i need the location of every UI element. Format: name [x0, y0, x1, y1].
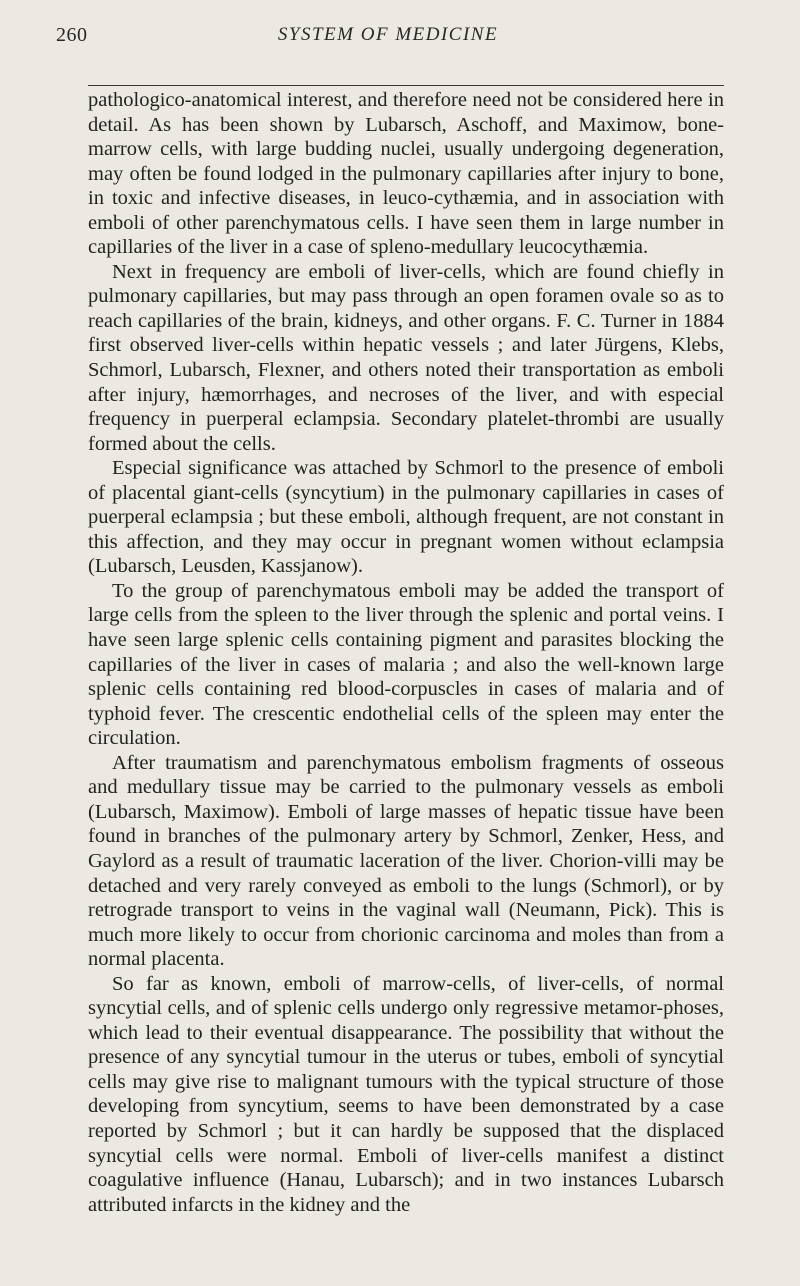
- paragraph-liver-cell-emboli: Next in frequency are emboli of liver-cells, which are found chiefly in pulmonary capillaries, but may pass through an open foramen ovale so as to reach capillaries of the brain, kidneys, and other organs. F. C. Turner in 1884 first observed liver-cells within hepatic vessels ; and later Jürgens, Klebs, Schmorl, Lubarsch, Flexner, and others noted their transportation as emboli after injury, hæmorrhages, and necroses of the liver, and with especial frequency in puerperal eclampsia. Secondary platelet-thrombi are usually formed about the cells.: [88, 260, 724, 455]
- header-rule: [88, 85, 724, 86]
- running-head: [56, 18, 720, 52]
- body-text: [88, 88, 724, 1217]
- paragraph-placental-giant-cells: Especial significance was attached by Schmorl to the presence of emboli of placental giant-cells (syncytium) in the pulmonary capillaries in cases of puerperal eclampsia ; but these emboli, although frequent, are not constant in this affection, and they may occur in pregnant women without eclampsia (Lubarsch, Leusden, Kassjanow).: [88, 457, 724, 578]
- paragraph-splenic-cells: To the group of parenchymatous emboli may be added the transport of large cells from the spleen to the liver through the splenic and portal veins. I have seen large splenic cells containing pigment and parasites blocking the capillaries of the liver in cases of malaria ; and also the well-known large splenic cells containing red blood-corpuscles in cases of malaria and of typhoid fever. The crescentic endothelial cells of the spleen may enter the circulation.: [88, 579, 724, 750]
- paragraph-bone-marrow-emboli: pathologico-anatomical interest, and therefore need not be considered here in detail. As has been shown by Lubarsch, Aschoff, and Maximow, bone-marrow cells, with large budding nuclei, usually undergoing degeneration, may often be found lodged in the pulmonary capillaries after injury to bone, in toxic and infective diseases, in leuco-cythæmia, and in association with emboli of other parenchymatous cells. I have seen them in large number in capillaries of the liver in a case of spleno-medullary leucocythæmia.: [88, 89, 724, 259]
- paragraph-traumatism: After traumatism and parenchymatous embolism fragments of osseous and medullary tissue may be carried to the pulmonary vessels as emboli (Lubarsch, Maximow). Emboli of large masses of hepatic tissue have been found in branches of the pulmonary artery by Schmorl, Zenker, Hess, and Gaylord as a result of traumatic laceration of the liver. Chorion-villi may be detached and very rarely conveyed as emboli to the lungs (Schmorl), or by retrograde transport to veins in the vaginal wall (Neumann, Pick). This is much more likely to occur from chorionic carcinoma and moles than from a normal placenta.: [88, 751, 724, 971]
- page-number: 260: [56, 24, 88, 46]
- running-title: SYSTEM OF MEDICINE: [277, 24, 499, 45]
- paragraph-regressive-metamorphoses: So far as known, emboli of marrow-cells, of liver-cells, of normal syncytial cells, and of splenic cells undergo only regressive metamor-phoses, which lead to their eventual disappearance. The possibility that without the presence of any syncytial tumour in the uterus or tubes, emboli of syncytial cells may give rise to malignant tumours with the typical structure of those developing from syncytium, seems to have been demonstrated by a case reported by Schmorl ; but it can hardly be supposed that the displaced syncytial cells were normal. Emboli of liver-cells manifest a distinct coagulative influence (Hanau, Lubarsch); and in two instances Lubarsch attributed infarcts in the kidney and the: [88, 972, 724, 1216]
